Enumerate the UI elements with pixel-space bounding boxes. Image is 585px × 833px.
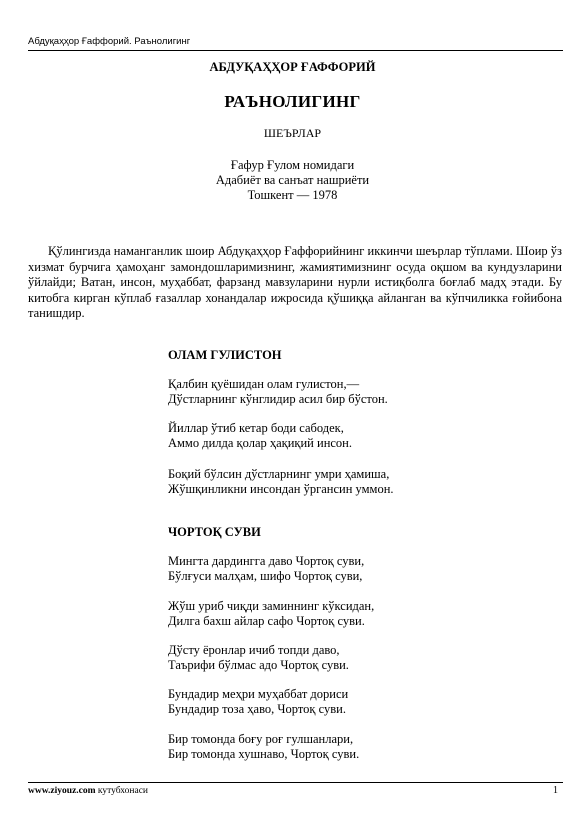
- poem-line: Дўстларнинг кўнглидир асил бир бўстон.: [168, 392, 388, 406]
- poem-stanza: [168, 467, 394, 497]
- poem-title: ОЛАМ ГУЛИСТОН: [168, 348, 282, 362]
- poem-stanza: [168, 643, 349, 673]
- poem-stanza: [168, 554, 364, 584]
- poem-line: Бўлғуси малҳам, шифо Чортоқ суви,: [168, 569, 363, 583]
- footer-library-label: кутубхонаси: [97, 786, 149, 796]
- footer-divider: [28, 782, 563, 783]
- publisher-info: [0, 158, 585, 203]
- city-year: Тошкент — 1978: [247, 188, 338, 202]
- poem-stanza: [168, 599, 374, 629]
- poem-line: Дўсту ёронлар ичиб топди даво,: [168, 643, 340, 657]
- poem-line: Бир томонда боғу роғ гулшанлари,: [168, 732, 354, 746]
- footer-site-link[interactable]: www.ziyouz.com: [28, 786, 96, 796]
- footer-source: [28, 786, 148, 796]
- book-genre: ШЕЪРЛАР: [263, 126, 322, 140]
- poem-line: Боқий бўлсин дўстларнинг умри ҳамиша,: [168, 467, 390, 481]
- page-number: 1: [553, 785, 558, 796]
- poem-stanza: [168, 377, 388, 407]
- poem-stanza: [168, 687, 348, 717]
- publisher-line-2: Адабиёт ва санъат нашриёти: [215, 173, 370, 187]
- poem-line: Қалбин қуёшидан олам гулистон,—: [168, 377, 360, 391]
- poem-line: Мингта дардингга даво Чортоқ суви,: [168, 554, 365, 568]
- poem-line: Дилга бахш айлар сафо Чортоқ суви.: [168, 614, 365, 628]
- poem-line: Жўшқинликни инсондан ўргансин уммон.: [168, 482, 394, 496]
- running-header: Абдуқаҳҳор Ғаффорий. Раънолигинг: [28, 36, 191, 47]
- poem-line: Бундадир меҳри муҳаббат дориси: [168, 687, 349, 701]
- poem-line: Жўш уриб чиқди заминнинг кўксидан,: [168, 599, 375, 613]
- poem-stanza: [168, 732, 359, 762]
- poem-line: Бир томонда хушнаво, Чортоқ суви.: [168, 747, 360, 761]
- book-title: РАЪНОЛИГИНГ: [224, 92, 361, 111]
- book-author: АБДУҚАҲҲОР ҒАФФОРИЙ: [209, 60, 376, 74]
- poem-line: Бундадир тоза ҳаво, Чортоқ суви.: [168, 702, 346, 716]
- publisher-line-1: Ғафур Ғулом номидаги: [230, 158, 355, 172]
- intro-paragraph: Қўлингизда наманганлик шоир Абдуқаҳҳор Ғаффорийнинг иккинчи шеърлар тўплами. Шоир ўз хизмат бурчига ҳамоҳанг замондошларимизнинг, жамиятимизнинг осуда оқшом ва кундузларини ўйлайди; Ватан, инсон, муҳаббат, фарзанд мавзуларини нурли истиқболга боғлаб мадҳ этади. Бу китобга кирган кўплаб ғазаллар хонандалар ижросида қўшиққа айланган ва кўпчиликка ғойибона танишдир.: [28, 244, 562, 321]
- poem-stanza: [168, 421, 352, 451]
- header-divider: [28, 50, 563, 51]
- poem-title: ЧОРТОҚ СУВИ: [168, 525, 261, 539]
- poem-line: Аммо дилда қолар ҳақиқий инсон.: [168, 436, 352, 450]
- poem-line: Йиллар ўтиб кетар боди сабодек,: [168, 421, 344, 435]
- poem-line: Таърифи бўлмас адо Чортоқ суви.: [168, 658, 349, 672]
